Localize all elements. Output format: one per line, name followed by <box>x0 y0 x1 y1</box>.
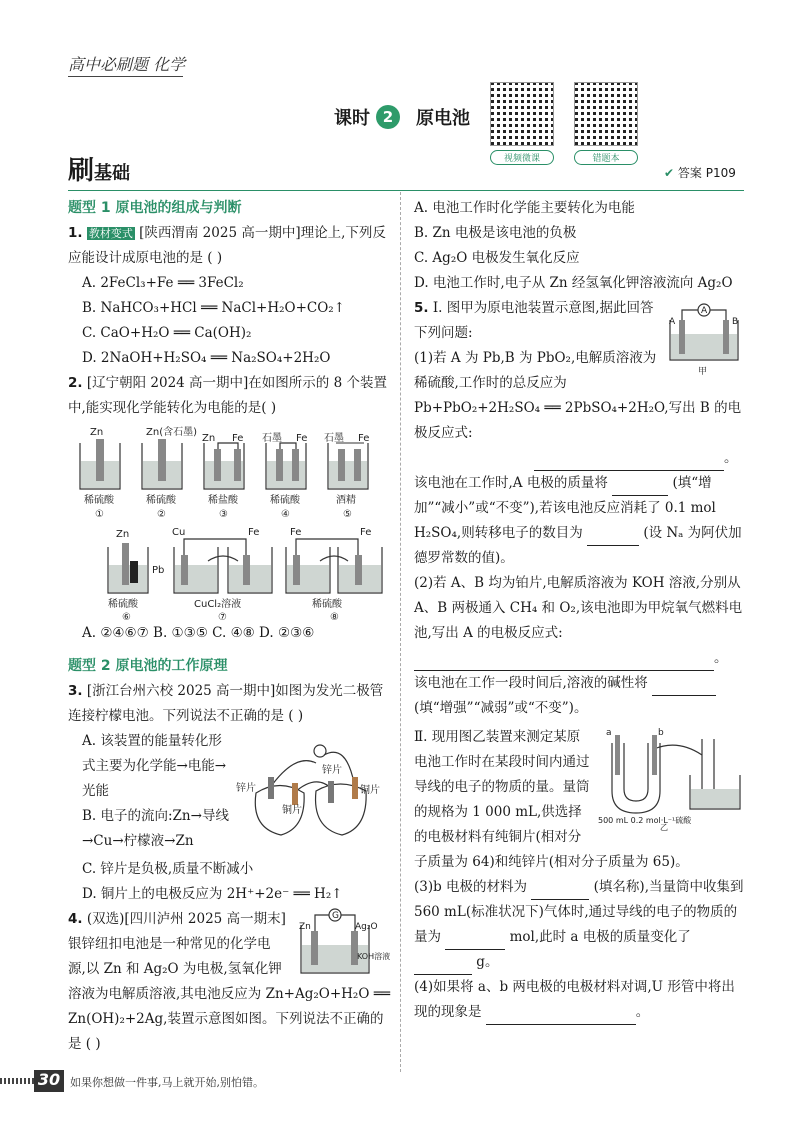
q5-sub3-gas: (填名称),当量筒中收集到 560 mL(标准状况下)气体时,通过导线的电子的物质的量为 <box>414 879 744 945</box>
q4-option-d: D. 电池工作时,电子从 Zn 经氢氧化钾溶液流向 Ag₂O <box>414 275 733 291</box>
qr-wrong-caption: 错题本 <box>574 150 638 165</box>
q4-koh-label: KOH溶液 <box>357 952 391 961</box>
label-cu2: 铜片 <box>360 785 380 796</box>
label-n8: ⑧ <box>330 612 339 621</box>
label-e5a: 石墨 <box>324 433 344 444</box>
question-3 <box>68 679 393 729</box>
figa-electrode-a <box>679 320 685 354</box>
q3-option-a: A. 该装置的能量转化形式主要为化学能→电能→光能 <box>82 733 227 799</box>
electrode-8b <box>355 555 362 585</box>
lesson-name: 原电池 <box>416 108 470 129</box>
q5-figure-a <box>664 302 744 378</box>
footer-dots <box>0 1078 34 1084</box>
label-n5: ⑤ <box>343 509 352 520</box>
label-e7b: Fe <box>248 527 260 538</box>
label-n7: ⑦ <box>218 612 227 621</box>
label-n2: ② <box>157 509 166 520</box>
q3-body <box>68 729 393 857</box>
q4-g-label: G <box>332 911 339 921</box>
label-cu1: 铜片 <box>282 805 302 816</box>
electrode-5b <box>354 449 361 481</box>
label-e7a: Cu <box>172 527 186 538</box>
qr-wrong[interactable] <box>574 82 638 165</box>
label-zn1: 锌片 <box>236 783 256 794</box>
brand-sub: 基础 <box>94 163 131 184</box>
q3-stem: [浙江台州六校 2025 高一期中]如图为发光二极管连接柠檬电池。下列说法不正确的是 ( ) <box>68 683 384 724</box>
lesson-number: 2 <box>376 105 400 129</box>
q1-option-b: B. NaHCO₃+HCl ══ NaCl+H₂O+CO₂↑ <box>82 300 346 316</box>
figa-a-label: A <box>669 317 676 327</box>
section-rule <box>68 190 744 191</box>
section-type-2: 题型 2 原电池的工作原理 <box>68 658 228 674</box>
electrode-7b <box>243 555 250 585</box>
question-1 <box>68 221 393 271</box>
label-s2: 稀硫酸 <box>146 495 176 506</box>
q5-answer-electron-mol[interactable] <box>445 933 505 950</box>
q5-part2-intro: Ⅱ. 现用图乙装置来测定某原电池工作时在某段时间内通过导线的电子的物质的量。量筒的规格为 1 000 mL,供选择的电极材料有纯铜片(相对分子质量为 64)和纯锌片(相对分子质量为 65)。 <box>414 729 689 870</box>
electrode-6b <box>130 561 138 583</box>
q2-stem: [辽宁朝阳 2024 高一期中]在如图所示的 8 个装置中,能实现化学能转化为电能的是( ) <box>68 375 387 416</box>
q1-tag: 教材变式 <box>88 227 133 240</box>
label-e3a: Zn <box>202 433 216 444</box>
q5-sub1-electrons: (填“增加”“减小”或“不变”),若该电池反应消耗了 0.1 mol H₂SO₄,则转移电子的数目为 <box>414 475 716 541</box>
q5-sub1: (1)若 A 为 Pb,B 为 PbO₂,电解质溶液为稀硫酸,工作时的总反应为 Pb+PbO₂+2H₂SO₄ ══ 2PbSO₄+2H₂O,写出 B 的电极反应式: <box>414 350 742 441</box>
salt-bridge-8 <box>320 556 348 561</box>
electrode-5a <box>338 449 345 481</box>
figa-ammeter-label: A <box>701 306 708 316</box>
question-5: A A B 甲 5. Ⅰ. 图甲为原电池装置示意图,据此回答下列问题: (1)若 A 为 Pb,B 为 PbO₂,电解质溶液为稀硫酸,工作时的总反应为 Pb+PbO₂+2H₂SO₄ ══ 2PbSO₄+2H₂O,写出 B 的电极反应式: 。 <box>414 296 744 471</box>
label-e2: Zn(含石墨) <box>146 427 197 438</box>
zinc-strip-2 <box>328 781 334 803</box>
q4-zn-label: Zn <box>299 922 311 932</box>
q5-number: 5. <box>414 300 429 316</box>
wire-7 <box>184 539 246 557</box>
q5-sub4: (4)如果将 a、b 两电极的电极材料对调,U 形管中将出现的现象是 <box>414 979 735 1020</box>
q5-answer-a-electrode[interactable] <box>414 654 714 671</box>
electrode-b <box>652 735 657 775</box>
q3-option-d: D. 铜片上的电极反应为 2H⁺+2e⁻ ══ H₂↑ <box>82 886 343 902</box>
electrode-2 <box>158 439 166 481</box>
q1-option-c: C. CaO+H₂O ══ Ca(OH)₂ <box>82 325 252 341</box>
solution-4 <box>267 461 305 488</box>
q4-number: 4. <box>68 911 83 927</box>
qr-code-video-icon <box>490 82 554 146</box>
figb-b-label: b <box>658 728 664 738</box>
footer-motto: 如果你想做一件事,马上就开始,别怕错。 <box>70 1076 264 1089</box>
q4-option-a: A. 电池工作时化学能主要转化为电能 <box>414 200 635 216</box>
q5-answer-phenomenon[interactable] <box>486 1008 636 1025</box>
label-s7: CuCl₂溶液 <box>194 599 242 610</box>
section-type-1: 题型 1 原电池的组成与判断 <box>68 200 242 216</box>
trough-water <box>691 789 739 808</box>
led-icon <box>314 745 326 757</box>
figa-caption: 甲 <box>698 367 708 377</box>
zinc-strip-1 <box>268 777 274 799</box>
label-s4: 稀硫酸 <box>270 495 300 506</box>
header-rule <box>68 76 183 77</box>
q5-answer-b-electrode[interactable] <box>534 454 724 471</box>
question-2 <box>68 371 393 421</box>
q2-options: A. ②④⑥⑦ B. ①③⑤ C. ④⑧ D. ②③⑥ <box>82 625 315 641</box>
qr-video[interactable] <box>490 82 554 165</box>
qr-video-caption: 视频微课 <box>490 150 554 165</box>
q5-sub3-mol: mol,此时 a 电极的质量变化了 <box>509 929 691 945</box>
q5-sub2: (2)若 A、B 均为铂片,电解质溶液为 KOH 溶液,分别从 A、B 两极通入 CH₄ 和 O₂,该电池即为甲烷氧气燃料电池,写出 A 的电极反应式: <box>414 575 743 641</box>
q4-ag2o-label: Ag₂O <box>355 922 378 932</box>
q2-number: 2. <box>68 375 83 391</box>
wire-8 <box>296 539 358 557</box>
q5-figure-b <box>598 725 744 831</box>
electrode-6a <box>122 543 129 585</box>
electrode-a <box>615 735 620 775</box>
label-s3: 稀盐酸 <box>208 495 238 506</box>
lemon-2 <box>316 784 367 835</box>
q1-option-d: D. 2NaOH+H₂SO₄ ══ Na₂SO₄+2H₂O <box>82 350 331 366</box>
check-icon: ✔ <box>664 166 675 180</box>
left-column <box>68 196 393 1057</box>
q5-part2 <box>414 725 744 875</box>
q5-sub3-b: (3)b 电极的材料为 <box>414 879 528 895</box>
copper-strip-1 <box>292 783 298 805</box>
copper-strip-2 <box>352 777 358 799</box>
electrode-8a <box>293 555 300 585</box>
label-e1: Zn <box>90 427 104 438</box>
label-e4b: Fe <box>296 433 308 444</box>
lesson-prefix: 课时 <box>334 108 370 129</box>
figa-b-label: B <box>732 317 739 327</box>
right-column: A. 电池工作时化学能主要转化为电能 B. Zn 电极是该电池的负极 C. Ag₂O 电极发生氧化反应 D. 电池工作时,电子从 Zn 经氢氧化钾溶液流向 Ag₂O A A B 甲 5. Ⅰ. 图甲为原电池装置示意图,据此回答下列问题: (1)若 A 为 Pb,B 为 PbO₂,电解质溶液为稀硫酸,工作时的总反应为 Pb+PbO₂+2H₂SO₄ ══ 2PbSO₄+2H₂O,写出 B 的电极反应式: 。 该电池在工作时,A 电极的质量将 (填“增加”“减小”或“不变”),若该电池反应消耗了 0.1 mol H₂SO₄,则转移电子的数目为 (设 Nₐ 为阿伏加德罗常数的值)。 (2)若 A、B 均为铂片,电解质溶液为 KOH 溶液,分别从 A、B 两极通入 CH₄ 和 O₂,该电池即为甲烷氧气燃料电池,写出 A 的电极反应式: 。 该电池在工作一段时间后,溶液的碱性将 (填“增强”“减弱”或“不变”)。 a b 500 mL 0.2 mol·L⁻¹硫酸 乙 Ⅱ. 现用图乙装置来测定某原电池工作时在某段时间内通过导线的电子的物质的量。量筒的规格为 1 000 mL,供选择的电极材料有纯铜片(相对分子质量为 64)和纯锌片(相对分子质量为 65)。 (3)b 电极的材料为 (填名称),当量筒中收集到 560 mL(标准状况下)气体时,通过导线的电子的物质的量为 mol,此时 a 电极的质量变化了 g。 (4)如果将 a、b 两电极的电极材料对调,U 形管中将出现的现象是 。 <box>414 196 744 1025</box>
label-zn2: 锌片 <box>322 765 342 776</box>
q3-option-c: C. 锌片是负极,质量不断减小 <box>82 861 254 877</box>
electrode-3b <box>234 449 241 481</box>
label-s8: 稀硫酸 <box>312 599 342 610</box>
brand-main: 刷 <box>68 156 95 186</box>
q4-option-b: B. Zn 电极是该电池的负极 <box>414 225 577 241</box>
wire-led-1 <box>272 761 316 785</box>
salt-bridge-7 <box>208 556 238 561</box>
wire-cross <box>294 782 332 793</box>
figa-electrode-b <box>723 320 729 354</box>
label-n1: ① <box>95 509 104 520</box>
label-e6: Zn <box>116 529 130 540</box>
q3-figure <box>236 733 386 843</box>
q1-option-a: A. 2FeCl₃+Fe ══ 3FeCl₂ <box>82 275 244 291</box>
q4-zn-electrode <box>311 931 318 965</box>
question-4 <box>68 907 393 1057</box>
u-tube-inner <box>624 743 648 801</box>
q5-answer-b-material[interactable] <box>531 883 589 900</box>
q3-number: 3. <box>68 683 83 699</box>
label-n6: ⑥ <box>122 612 131 621</box>
label-e6b: Pb <box>152 565 165 576</box>
q5-answer-electron-count[interactable] <box>587 529 639 546</box>
solution-5 <box>329 461 367 488</box>
q5-sub2-alkali: 该电池在工作一段时间后,溶液的碱性将 <box>414 675 648 691</box>
q5-answer-mass-change[interactable] <box>612 479 668 496</box>
label-s6: 稀硫酸 <box>108 599 138 610</box>
label-e8a: Fe <box>290 527 302 538</box>
page-number: 30 <box>34 1070 64 1092</box>
lesson-title <box>334 104 470 130</box>
label-n3: ③ <box>219 509 228 520</box>
electrode-4a <box>276 449 283 481</box>
electrode-4b <box>292 449 299 481</box>
electrode-7a <box>181 555 188 585</box>
electrode-1 <box>96 439 104 481</box>
label-s1: 稀硫酸 <box>84 495 114 506</box>
label-e8b: Fe <box>360 527 372 538</box>
q5-part1-intro: Ⅰ. 图甲为原电池装置示意图,据此回答下列问题: <box>414 300 654 341</box>
q1-stem: [陕西渭南 2025 高一期中]理论上,下列反应能设计成原电池的是 ( ) <box>68 225 386 266</box>
label-e4a: 石墨 <box>262 433 282 444</box>
q5-sub2-fill: (填“增强”“减弱”或“不变”)。 <box>414 700 588 716</box>
label-e5b: Fe <box>358 433 370 444</box>
q2-figure <box>68 421 393 621</box>
section-brand <box>68 150 130 187</box>
figb-caption2: 乙 <box>660 823 668 831</box>
running-header: 高中必刷题 化学 <box>68 55 186 74</box>
qr-code-wrong-icon <box>574 82 638 146</box>
column-divider <box>400 192 401 1072</box>
q5-sub1-na: (设 Nₐ 为阿伏加德罗常数的值)。 <box>414 525 742 566</box>
answer-reference <box>664 164 736 181</box>
q3-option-b: B. 电子的流向:Zn→导线→Cu→柠檬液→Zn <box>82 808 229 849</box>
figb-caption: 500 mL 0.2 mol·L⁻¹硫酸 <box>598 816 692 825</box>
label-e3b: Fe <box>232 433 244 444</box>
q5-answer-mass-g[interactable] <box>414 958 472 975</box>
answer-ref-text: 答案 P109 <box>677 166 736 180</box>
q4-figure <box>293 907 393 979</box>
electrode-3a <box>214 449 221 481</box>
q4-option-c: C. Ag₂O 电极发生氧化反应 <box>414 250 580 266</box>
q5-sub3-g: g。 <box>476 954 499 970</box>
q5-sub1-mass: 该电池在工作时,A 电极的质量将 <box>414 475 608 491</box>
q5-answer-alkalinity[interactable] <box>652 679 716 696</box>
q1-number: 1. <box>68 225 83 241</box>
label-s5: 酒精 <box>336 495 356 506</box>
gas-tube <box>654 745 702 755</box>
label-n4: ④ <box>281 509 290 520</box>
figb-a-label: a <box>606 728 612 738</box>
q4-stem: (双选)[四川泸州 2025 高一期末]银锌纽扣电池是一种常见的化学电源,以 Zn 和 Ag₂O 为电极,氢氧化钾溶液为电解质溶液,其电池反应为 Zn+Ag₂O+H₂O ══ Zn(OH)₂+2Ag,装置示意图如图。下列说法不正确的是 ( ) <box>68 911 390 1052</box>
